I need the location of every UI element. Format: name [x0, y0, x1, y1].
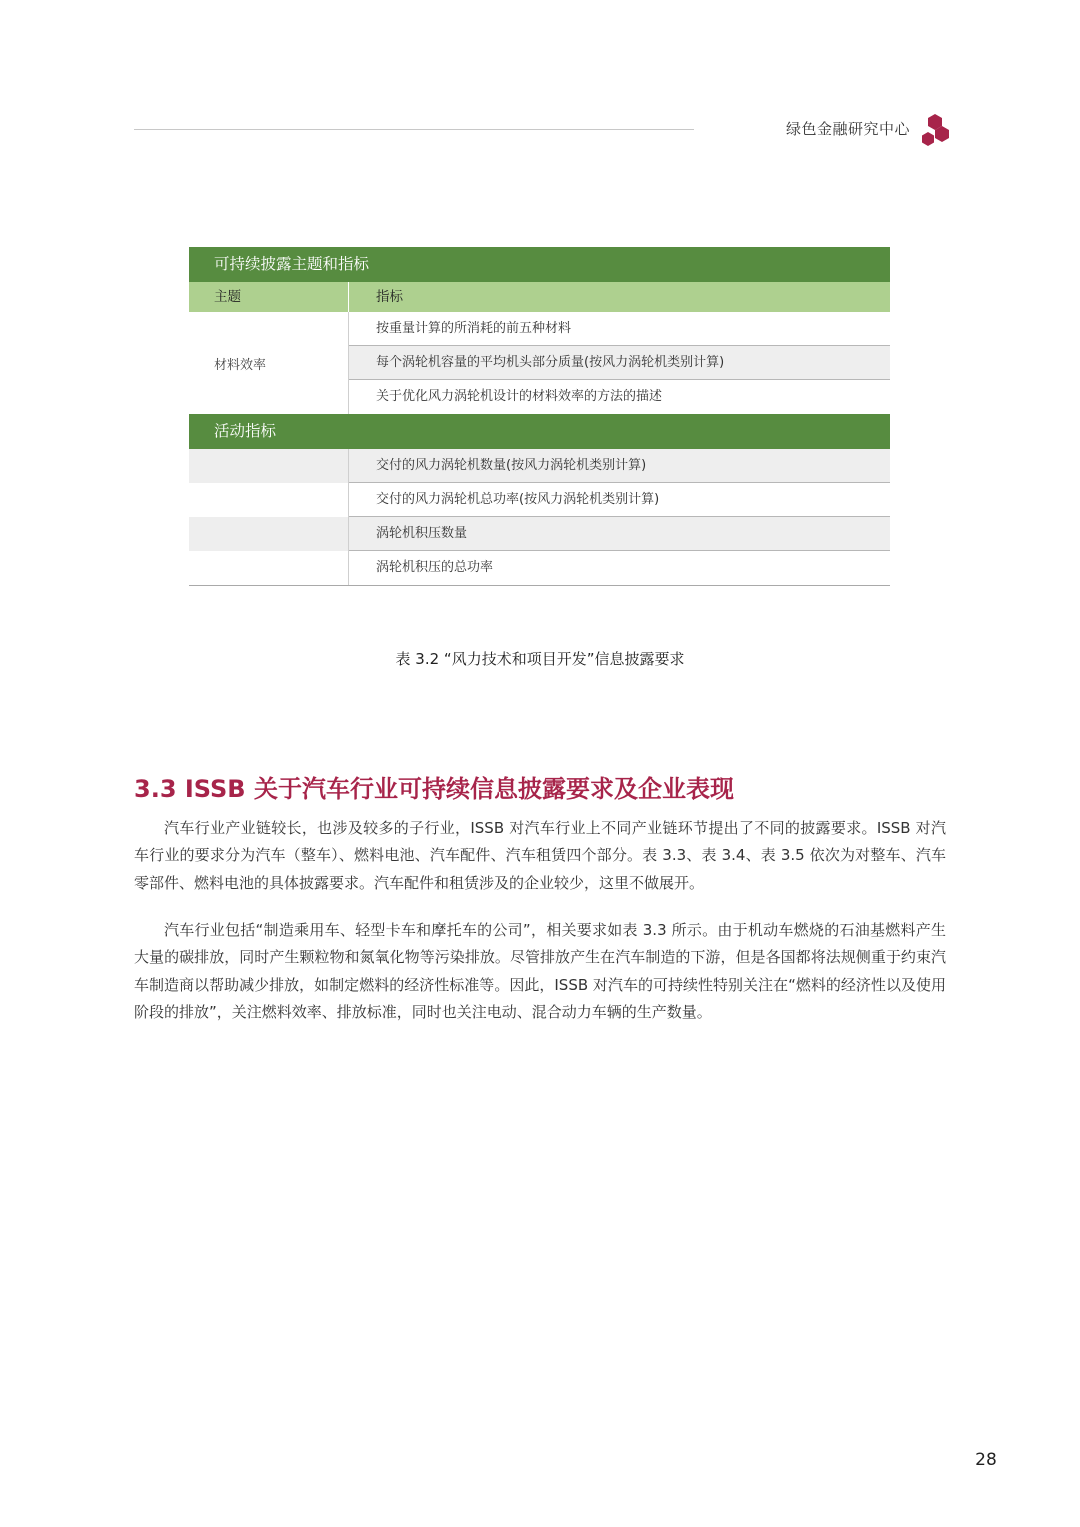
header-org-name: 绿色金融研究中心 — [785, 120, 910, 138]
table-row: 每个涡轮机容量的平均机头部分质量(按风力涡轮机类别计算) — [349, 346, 890, 380]
header-divider — [134, 129, 694, 130]
table-caption: 表 3.2 “风力技术和项目开发”信息披露要求 — [395, 650, 685, 668]
hexagon-logo-icon — [919, 112, 951, 148]
material-topic-cell: 材料效率 — [189, 312, 349, 414]
disclosure-table — [189, 247, 890, 586]
col-topic-header: 主题 — [214, 289, 241, 305]
empty-topic-cell — [189, 551, 349, 585]
table-row: 关于优化风力涡轮机设计的材料效率的方法的描述 — [376, 389, 663, 404]
table-title-band: 可持续披露主题和指标 — [189, 247, 890, 282]
page-number: 28 — [975, 1450, 997, 1470]
empty-topic-cell — [189, 483, 349, 517]
table-row: 涡轮机积压的总功率 — [376, 560, 494, 575]
empty-topic-cell — [189, 449, 349, 483]
section-title: 3.3 ISSB 关于汽车行业可持续信息披露要求及企业表现 — [134, 775, 734, 803]
table-row: 交付的风力涡轮机数量(按风力涡轮机类别计算) — [349, 449, 890, 483]
activity-row-2 — [189, 483, 890, 517]
empty-topic-cell — [189, 517, 349, 551]
material-efficiency-group — [189, 312, 890, 414]
activity-row-4 — [189, 551, 890, 586]
activity-band: 活动指标 — [189, 414, 890, 449]
body-paragraph-2: 汽车行业包括“制造乘用车、轻型卡车和摩托车的公司”，相关要求如表 3.3 所示。由于机动车燃烧的石油基燃料产生大量的碳排放，同时产生颗粒物和氮氧化物等污染排放。尽管排放产生在汽车制造的下游，但是各国都将法规侧重于约束汽车制造商以帮助减少排放，如制定燃料的经济性标准等。因此，ISSB 对汽车的可持续性特别关注在“燃料的经济性以及使用阶段的排放”，关注燃料效率、排放标准，同时也关注电动、混合动力车辆的生产数量。 — [134, 921, 946, 1021]
table-row: 交付的风力涡轮机总功率(按风力涡轮机类别计算) — [349, 483, 890, 517]
table-subheader — [189, 282, 890, 312]
col-metric-header: 指标 — [348, 282, 890, 312]
activity-row-1 — [189, 449, 890, 483]
body-paragraph-1: 汽车行业产业链较长，也涉及较多的子行业，ISSB 对汽车行业上不同产业链环节提出了不同的披露要求。ISSB 对汽车行业的要求分为汽车（整车）、燃料电池、汽车配件、汽车租赁四个部分。表 3.3、表 3.4、表 3.5 依次为对整车、汽车零部件、燃料电池的具体披露要求。汽车配件和租赁涉及的企业较少，这里不做展开。 — [134, 819, 946, 892]
table-row: 按重量计算的所消耗的前五种材料 — [349, 312, 890, 346]
activity-row-3 — [189, 517, 890, 551]
table-row: 涡轮机积压数量 — [349, 517, 890, 551]
